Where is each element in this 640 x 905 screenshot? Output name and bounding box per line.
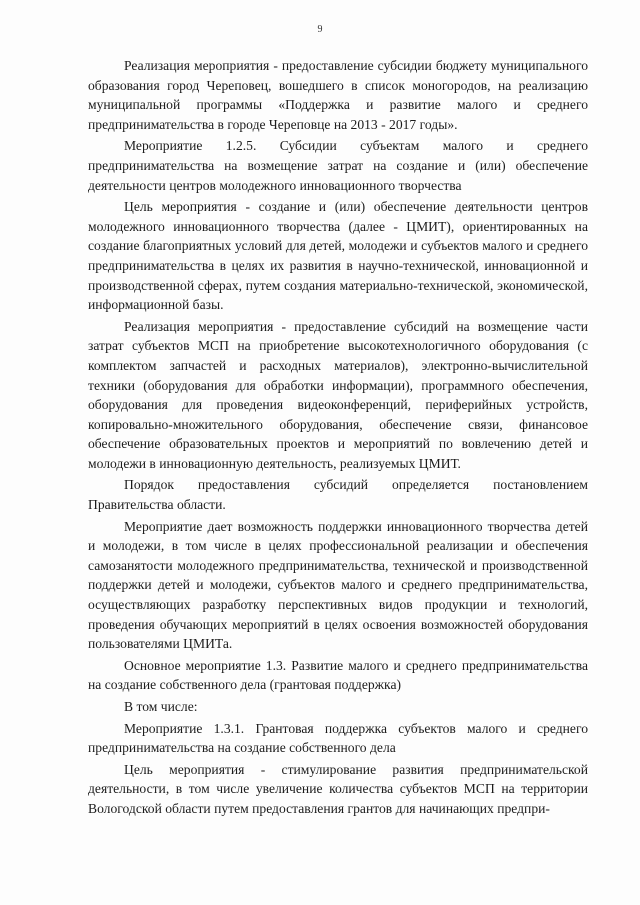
paragraph-goal-grants: Цель мероприятия - стимулирование развития предпринимательской деятельности, в том числе увеличение количества субъектов МСП на территории Вологодской области путем предоставления грантов для начинающих предпри-: [88, 761, 588, 816]
paragraph-opportunity: Мероприятие дает возможность поддержки инновационного творчества детей и молодежи, в том числе в целях профессиональной реализации и обеспечения самозанятости молодежного предпринимательства, технической и производственной поддержки детей и молодежи, субъектов малого и среднего предпринимательства, осуществляющих разработку перспективных видов продукции и технологий, проведения обучающих мероприятий в целях освоения возможностей оборудования пользователями ЦМИТа.: [88, 518, 588, 652]
paragraph-goal-cmit: Цель мероприятия - создание и (или) обеспечение деятельности центров молодежного инновационного творчества (далее - ЦМИТ), ориентированных на создание благоприятных условий для детей, молодежи и субъектов малого и среднего предпринимательства в целях их развития в научно-технической, инновационной и производственной сферах, путем создания материально-технической, экономической, информационной базы.: [88, 199, 588, 313]
paragraph-measure-1-3-1: Мероприятие 1.3.1. Грантовая поддержка субъектов малого и среднего предпринимательства на создание собственного дела: [88, 720, 588, 756]
paragraph-implementation-cmit: Реализация мероприятия - предоставление субсидий на возмещение части затрат субъектов МСП на приобретение высокотехнологичного оборудования (с комплектом запчастей и расходных материалов), электронно-вычислительной техники (оборудования для обработки информации), программного обеспечения, оборудования для проведения видеоконференций, периферийных устройств, копировально-множительного оборудования, обеспечение связи, финансовое обеспечение образовательных проектов и мероприятий по вовлечению детей и молодежи в инновационную деятельность, реализуемых ЦМИТ.: [88, 318, 588, 471]
page-number: 9: [317, 24, 323, 35]
paragraph-subsidy-cherepovets: Реализация мероприятия - предоставление субсидии бюджету муниципального образования город Череповец, вошедшего в список моногородов, на реализацию муниципальной программы «Поддержка и развитие малого и среднего предпринимательства в городе Череповце на 2013 - 2017 годы».: [88, 58, 588, 132]
document-body: [88, 56, 588, 821]
paragraph-main-measure-1-3: Основное мероприятие 1.3. Развитие малого и среднего предпринимательства на создание собственного дела (грантовая поддержка): [88, 657, 588, 693]
paragraph-procedure: Порядок предоставления субсидий определяется постановлением Правительства области.: [88, 477, 588, 513]
paragraph-measure-1-2-5: Мероприятие 1.2.5. Субсидии субъектам малого и среднего предпринимательства на возмещение затрат на создание и (или) обеспечение деятельности центров молодежного инновационного творчества: [88, 138, 588, 193]
paragraph-including: В том числе:: [124, 699, 198, 714]
